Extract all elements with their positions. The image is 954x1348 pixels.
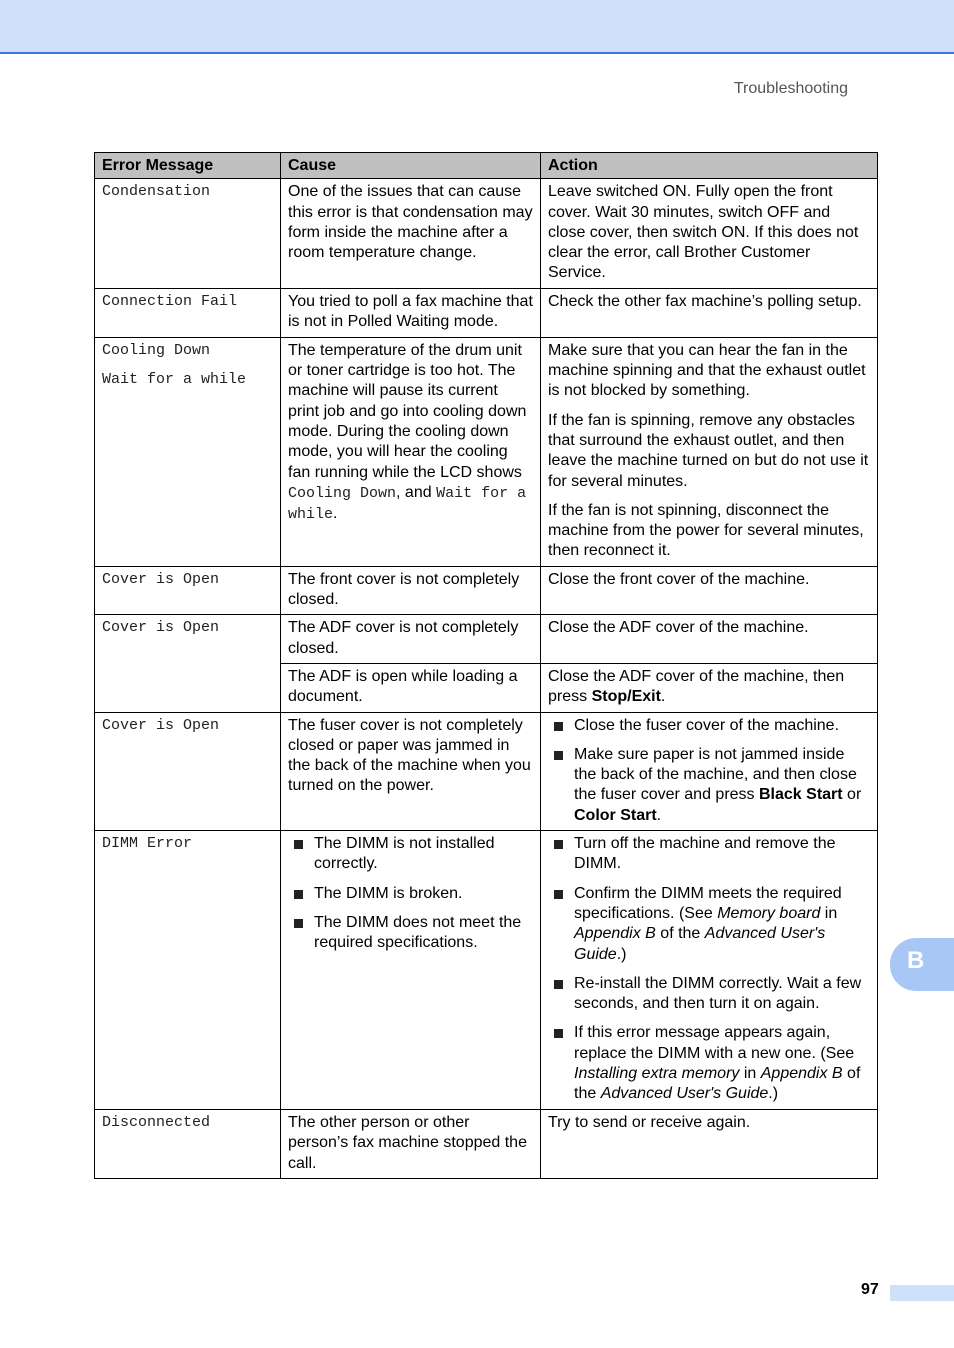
cause-cell — [281, 337, 541, 566]
list-item — [548, 834, 870, 875]
column-header-action: Action — [541, 153, 878, 179]
cause-cell — [281, 831, 541, 1110]
action-paragraph: If the fan is spinning, remove any obstacles that surround the exhaust outlet, and then leave the machine turned on but do not use it for several minutes. — [548, 411, 869, 490]
list-item-text: The DIMM is not installed correctly. — [314, 835, 495, 873]
table-row — [95, 179, 878, 288]
bullet-icon — [554, 840, 563, 849]
reference-title: Installing extra memory — [574, 1065, 740, 1083]
cause-cell: The fuser cover is not completely closed or paper was jammed in the back of the machine when you turned on the power. — [281, 712, 541, 830]
reference-title: Memory board — [717, 904, 821, 922]
appendix-tab-label: B — [907, 947, 925, 974]
reference-title: Advanced User's Guide — [600, 1085, 769, 1103]
bullet-icon — [554, 980, 563, 989]
cause-cell: One of the issues that can cause this error is that condensation may form inside the machine after a room temperature change. — [281, 179, 541, 288]
bullet-icon — [294, 890, 303, 899]
list-item — [548, 745, 870, 826]
page-number: 97 — [861, 1281, 879, 1298]
list-item-text: .) — [616, 945, 627, 963]
lcd-code: Cooling Down — [288, 484, 397, 502]
list-item-text: .) — [768, 1085, 779, 1103]
action-cell: Leave switched ON. Fully open the front cover. Wait 30 minutes, switch OFF and close cover, then switch ON. If this does not clear the error, call Brother Customer Service. — [541, 179, 878, 288]
table-row — [95, 615, 878, 664]
error-message-cell: Connection Fail — [95, 288, 281, 337]
list-item-text: Close the fuser cover of the machine. — [574, 716, 840, 734]
cause-text: The temperature of the drum unit or toner cartridge is too hot. The machine will pause its current print job and go into cooling down mode. During the cooling down mode, you will hear the cooling fan running while the LCD shows — [288, 341, 527, 481]
list-item-text: Make sure paper is not jammed inside the back of the machine, and then close the fuser cover and press — [574, 745, 857, 804]
action-list — [548, 834, 870, 1105]
table-row — [95, 337, 878, 566]
error-message-cell: Condensation — [95, 179, 281, 288]
action-cell — [541, 337, 878, 566]
list-item-text: or — [847, 786, 862, 804]
error-message-line: Cooling Down — [102, 341, 211, 359]
action-cell: Close the ADF cover of the machine. — [541, 615, 878, 664]
action-paragraph: Make sure that you can hear the fan in the machine spinning and that the exhaust outlet is not blocked by something. — [548, 341, 866, 400]
action-cell: Try to send or receive again. — [541, 1110, 878, 1179]
list-item — [548, 1023, 870, 1104]
list-item-text: The DIMM is broken. — [314, 884, 463, 902]
list-item-text: Confirm the DIMM meets the required specifications. (See — [574, 884, 842, 922]
error-message-line: Wait for a while — [102, 371, 247, 389]
list-item-text: of the — [660, 925, 701, 943]
action-cell: Close the front cover of the machine. — [541, 566, 878, 615]
list-item — [548, 716, 870, 736]
error-message-cell — [95, 337, 281, 566]
column-header-cause: Cause — [281, 153, 541, 179]
reference-title: Appendix B — [760, 1065, 843, 1083]
action-cell: Check the other fax machine’s polling setup. — [541, 288, 878, 337]
cause-cell: The ADF cover is not completely closed. — [281, 615, 541, 664]
table-row — [95, 712, 878, 830]
bullet-icon — [554, 890, 563, 899]
bullet-icon — [294, 919, 303, 928]
list-item-text: in — [824, 904, 838, 922]
list-item-text: of the — [574, 1065, 861, 1103]
list-item-text: Re-install the DIMM correctly. Wait a few seconds, and then turn it on again. — [574, 974, 862, 1013]
list-item-text: Turn off the machine and remove the DIMM. — [574, 835, 836, 873]
action-list — [548, 716, 870, 826]
action-text: . — [660, 688, 666, 706]
table-header-row — [95, 153, 878, 179]
list-item-text: If this error message appears again, replace the DIMM with a new one. (See — [574, 1024, 855, 1062]
key-name: Stop/Exit — [591, 688, 661, 706]
list-item-text: in — [743, 1065, 757, 1083]
list-item — [288, 913, 533, 954]
table-row — [95, 831, 878, 1110]
cause-text: . — [333, 505, 338, 523]
list-item — [548, 974, 870, 1015]
action-cell — [541, 712, 878, 830]
reference-title: Appendix B — [574, 925, 656, 943]
header-band — [0, 0, 954, 54]
error-message-cell: Disconnected — [95, 1110, 281, 1179]
error-message-cell: Cover is Open — [95, 615, 281, 712]
bullet-icon — [554, 1029, 563, 1038]
table-row — [95, 1110, 878, 1179]
cause-cell: You tried to poll a fax machine that is not in Polled Waiting mode. — [281, 288, 541, 337]
key-name: Color Start — [574, 806, 657, 824]
appendix-tab — [890, 938, 954, 991]
action-paragraph: If the fan is not spinning, disconnect the machine from the power for several minutes, then reconnect it. — [548, 501, 864, 560]
list-item — [288, 834, 533, 875]
key-name: Black Start — [759, 786, 843, 804]
cause-cell: The front cover is not completely closed. — [281, 566, 541, 615]
reference-title: Advanced User's Guide — [574, 925, 826, 963]
action-cell — [541, 831, 878, 1110]
list-item — [288, 884, 533, 904]
bullet-icon — [294, 840, 303, 849]
table-row — [95, 288, 878, 337]
error-message-cell: DIMM Error — [95, 831, 281, 1110]
list-item — [548, 884, 870, 965]
error-message-table — [94, 152, 878, 1179]
action-cell — [541, 663, 878, 712]
table-row — [95, 566, 878, 615]
lcd-code: Wait for a while — [288, 484, 527, 524]
footer-band — [890, 1285, 954, 1301]
error-message-cell: Cover is Open — [95, 566, 281, 615]
cause-list — [288, 834, 533, 953]
cause-cell: The other person or other person’s fax machine stopped the call. — [281, 1110, 541, 1179]
action-text: Close the ADF cover of the machine, then press — [548, 667, 845, 706]
bullet-icon — [554, 751, 563, 760]
error-message-cell: Cover is Open — [95, 712, 281, 830]
column-header-error-message: Error Message — [95, 153, 281, 179]
section-title: Troubleshooting — [733, 80, 848, 97]
cause-text: , and — [396, 483, 432, 501]
cause-cell: The ADF is open while loading a document. — [281, 663, 541, 712]
bullet-icon — [554, 722, 563, 731]
list-item-text: The DIMM does not meet the required specifications. — [314, 913, 522, 952]
list-item-text: . — [656, 806, 662, 824]
